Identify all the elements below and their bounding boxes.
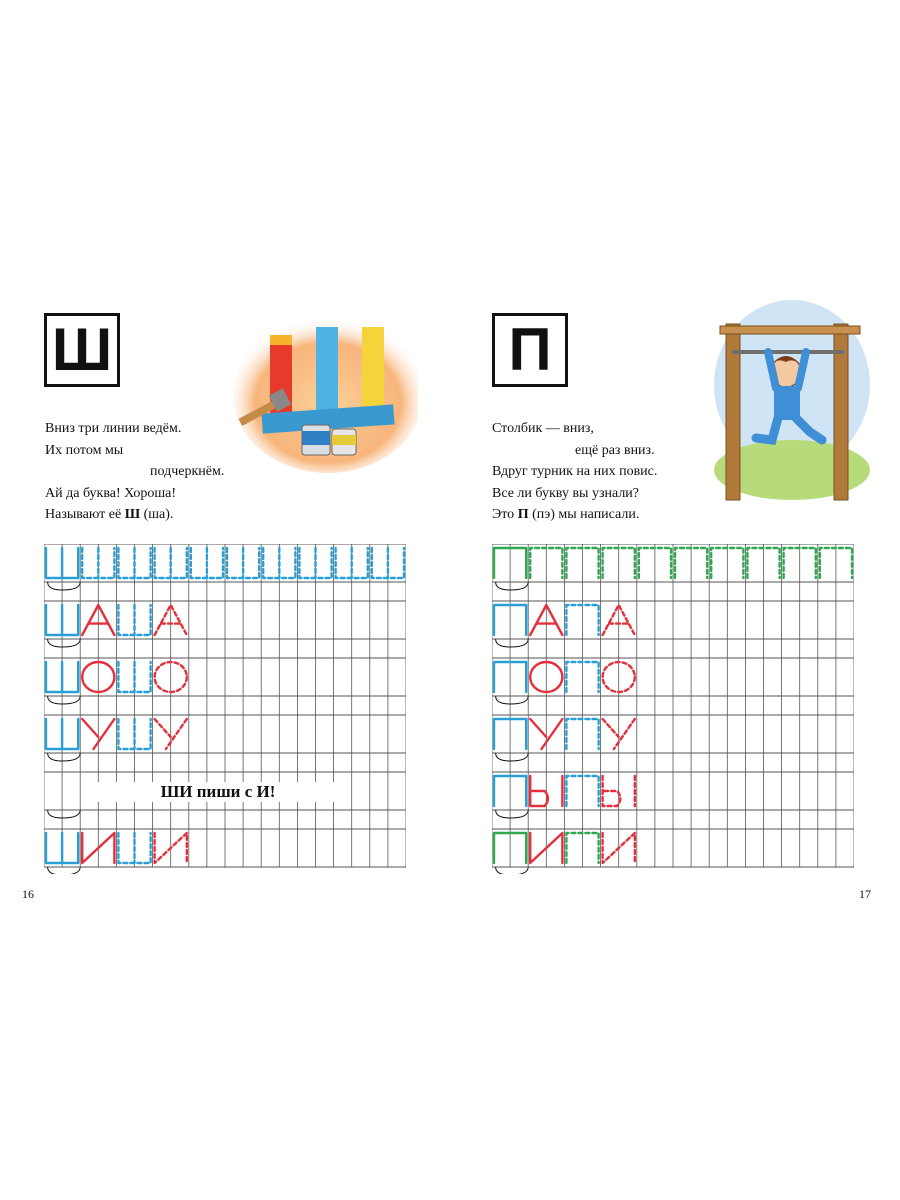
practice-grid xyxy=(492,544,854,874)
boy-on-horizontal-bar-icon xyxy=(712,290,870,508)
poem-line xyxy=(45,504,224,526)
letter-dotted xyxy=(118,548,150,578)
letter-solid xyxy=(46,662,78,692)
start-swash xyxy=(496,582,529,590)
start-swash xyxy=(48,639,81,647)
start-swash xyxy=(496,753,529,761)
letter-dotted xyxy=(263,548,295,578)
letter-dotted xyxy=(227,548,259,578)
paint-brush-letter-icon xyxy=(218,313,418,473)
start-swash xyxy=(48,753,81,761)
poem-text: (ша). xyxy=(140,507,174,522)
letter-solid xyxy=(46,548,78,578)
letter-card-sha: Ш xyxy=(44,313,120,387)
letter-dotted xyxy=(372,548,404,578)
rule-banner: ШИ пиши с И! xyxy=(90,782,346,802)
start-swash xyxy=(496,639,529,647)
letter-dotted xyxy=(118,662,150,692)
right-page xyxy=(450,0,900,1200)
writing-grid-pe xyxy=(492,544,854,874)
letter-dotted xyxy=(118,605,150,635)
letter-dotted xyxy=(118,833,150,863)
writing-grid-sha xyxy=(44,544,406,874)
letter-card-pe: П xyxy=(492,313,568,387)
start-swash xyxy=(496,810,529,818)
letter-solid xyxy=(46,605,78,635)
poem-text: (пэ) мы написали. xyxy=(528,507,640,522)
start-swash xyxy=(48,696,81,704)
poem-line: подчеркнём. xyxy=(150,464,225,479)
poem-line: Вдруг турник на них повис. xyxy=(492,464,658,479)
letter-dotted xyxy=(155,548,187,578)
letter-dotted xyxy=(191,548,223,578)
practice-grid xyxy=(44,544,406,874)
start-swash xyxy=(48,582,81,590)
letter-solid xyxy=(46,719,78,749)
letter-dotted xyxy=(299,548,331,578)
start-swash xyxy=(48,810,81,818)
poem-line: Ай да буква! Хороша! xyxy=(45,485,177,501)
poem-pe xyxy=(492,418,657,526)
letter-dotted xyxy=(336,548,368,578)
letter-solid xyxy=(46,833,78,863)
poem-line: Все ли букву вы узнали? xyxy=(492,485,640,501)
letter-dotted xyxy=(82,548,114,578)
start-swash xyxy=(496,867,529,874)
start-swash xyxy=(496,696,529,704)
poem-sha xyxy=(45,418,224,526)
poem-text: Это xyxy=(492,507,518,522)
poem-line: Их потом мы xyxy=(45,442,124,458)
page-number: 16 xyxy=(22,887,34,901)
page-number: 17 xyxy=(859,887,871,901)
poem-line: ещё раз вниз. xyxy=(575,442,655,458)
poem-line: Вниз три линии ведём. xyxy=(45,421,182,436)
poem-line xyxy=(492,504,657,526)
letter-dotted xyxy=(118,719,150,749)
poem-bold-letter: Ш xyxy=(124,507,141,522)
start-swash xyxy=(48,867,81,874)
poem-text: Называют её xyxy=(45,507,125,522)
poem-line: Столбик — вниз, xyxy=(492,421,594,436)
poem-bold-letter: П xyxy=(517,507,529,522)
